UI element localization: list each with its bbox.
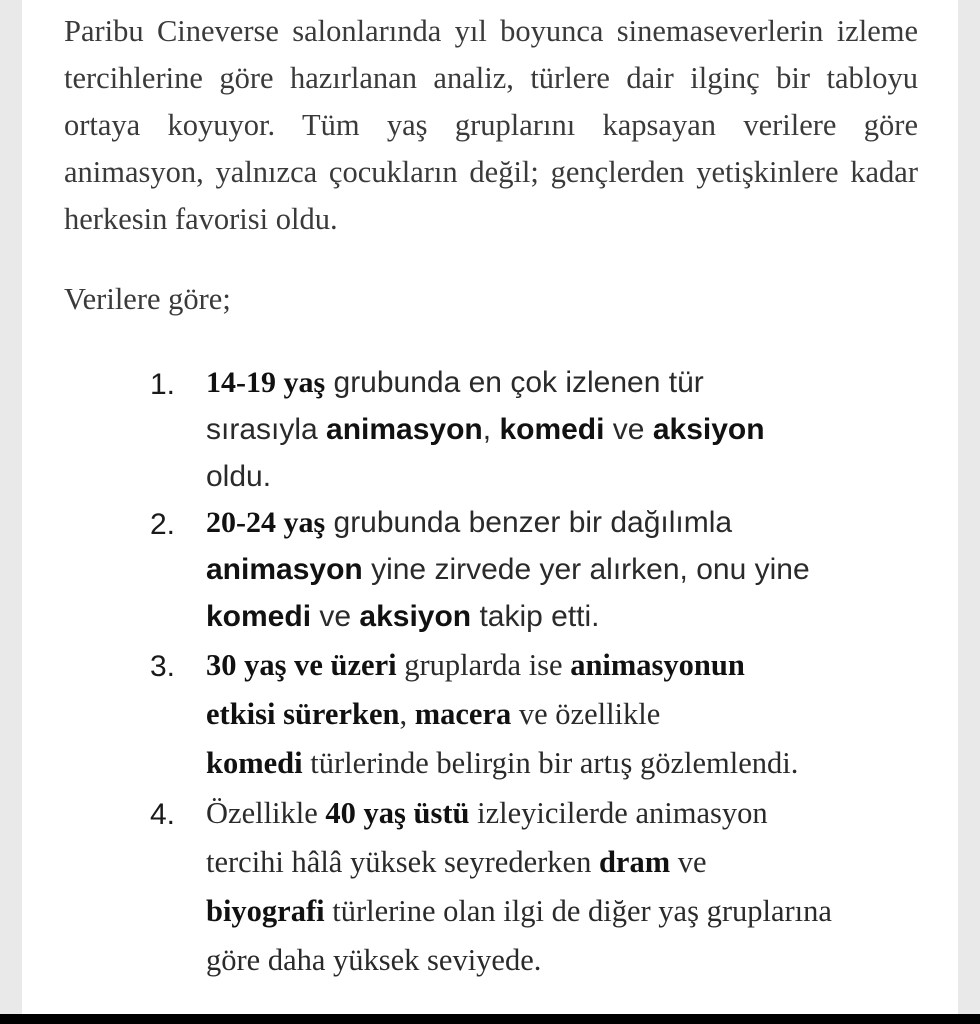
body-text: gruplarda ise [396,648,571,682]
emphasis-text: etkisi sürerken [206,697,400,731]
emphasis-text: dram [598,845,671,879]
findings-list [22,0,958,1014]
list-item-line [206,746,798,781]
list-item-line [206,845,707,880]
body-text: türlerine olan ilgi de diğer yaş gruplarına [324,894,832,928]
list-number: 1. [150,368,176,401]
list-item-line [206,796,768,831]
bottom-bar [0,1014,980,1024]
body-text: tercihi hâlâ yüksek seyrederken [206,845,599,879]
emphasis-text: komedi [206,746,303,780]
body-text: ve [670,845,707,879]
list-item-line [206,366,704,400]
body-text: , [482,413,500,446]
body-text: ve [604,413,653,446]
body-text: grubunda en çok izlenen tür [325,366,704,399]
list-item-line [206,413,765,447]
body-text: yine zirvede yer alırken, onu yine [362,553,810,586]
emphasis-text: 14-19 yaş [206,366,326,399]
list-item-line [206,460,271,494]
body-text: ve [311,600,360,633]
body-text: göre daha yüksek seviyede. [206,943,542,977]
emphasis-text: animasyon [326,413,483,446]
emphasis-text: aksiyon [359,600,472,633]
list-item-line [206,553,810,587]
emphasis-text: komedi [499,413,605,446]
intro-lead: Verilere göre; [64,282,231,316]
list-item-line [206,506,732,540]
emphasis-text: 40 yaş üstü [325,796,470,830]
article-page [22,0,958,1014]
list-item-line [206,894,832,929]
body-text: izleyicilerde animasyon [469,796,768,830]
list-number: 4. [150,798,176,831]
emphasis-text: animasyon [206,553,363,586]
body-text: grubunda benzer bir dağılımla [325,506,733,539]
list-item-line [206,648,745,683]
list-number: 3. [150,650,176,683]
body-text: , [399,697,415,731]
emphasis-text: macera [414,697,512,731]
emphasis-text: aksiyon [652,413,765,446]
body-text: Özellikle [206,796,326,830]
emphasis-text: 20-24 yaş [206,506,326,539]
body-text: sırasıyla [206,413,327,446]
body-text: ve özellikle [511,697,661,731]
body-text: türlerinde belirgin bir artış gözlemlendi. [302,746,799,780]
body-text: oldu. [206,460,272,493]
intro-paragraph: Paribu Cineverse salonlarında yıl boyunca sinemaseverlerin izleme tercihlerine göre hazırlanan analiz, türlere dair ilginç bir tabloyu ortaya koyuyor. Tüm yaş gruplarını kapsayan verilere göre animasyon, yalnızca çocukların değil; gençlerden yetişkinlere kadar herkesin favorisi oldu. [64,14,918,236]
list-item-line [206,943,541,978]
emphasis-text: 30 yaş ve üzeri [206,648,397,682]
emphasis-text: animasyonun [570,648,745,682]
emphasis-text: komedi [206,600,312,633]
list-item-line [206,697,660,732]
body-text: takip etti. [471,600,600,633]
list-item-line [206,600,600,634]
emphasis-text: biyografi [206,894,325,928]
list-number: 2. [150,508,176,541]
